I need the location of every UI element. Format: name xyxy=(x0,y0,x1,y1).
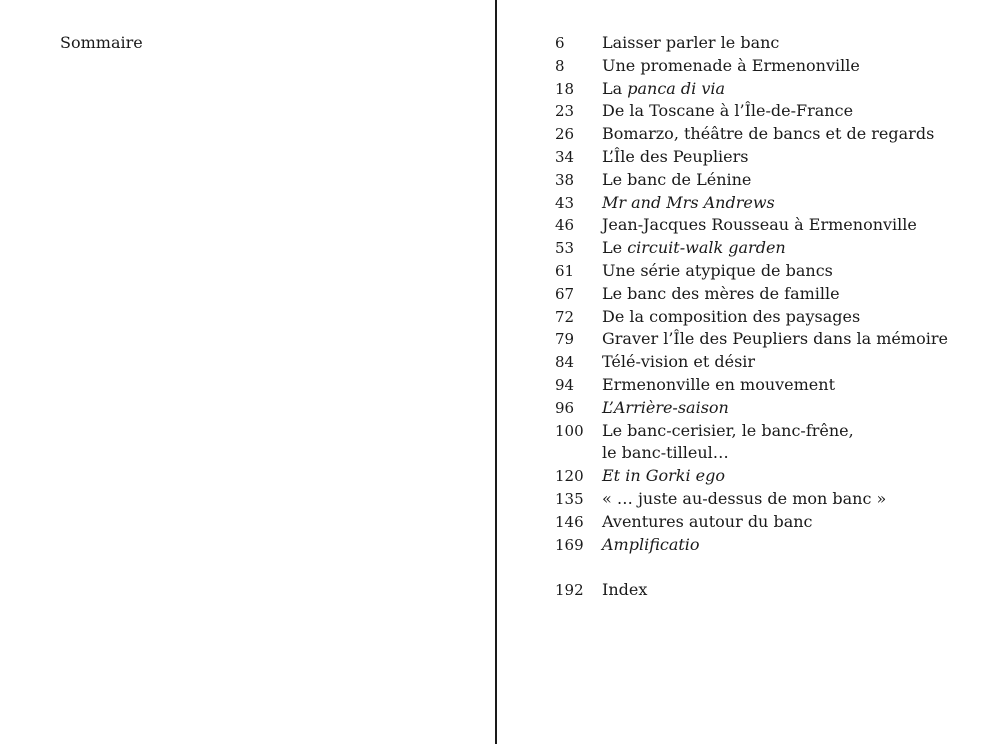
toc-entry xyxy=(555,100,985,123)
toc-entry-title xyxy=(602,260,985,283)
toc-entry-title xyxy=(602,579,985,602)
toc-title-segment: Le banc-cerisier, le banc-frêne, le banc-tilleul… xyxy=(602,420,854,463)
toc-title-italic-segment: Amplificatio xyxy=(602,534,700,554)
toc-page-number: 169 xyxy=(555,535,584,554)
toc-entry-title xyxy=(602,192,985,215)
toc-page-number: 38 xyxy=(555,170,575,189)
toc-title-segment: Une promenade à Ermenonville xyxy=(602,55,860,75)
toc-title-segment: Le banc de Lénine xyxy=(602,169,752,189)
toc-entry-title xyxy=(602,237,985,260)
toc-entry xyxy=(555,123,985,146)
toc-entry xyxy=(555,260,985,283)
toc-entry-title xyxy=(602,32,985,55)
toc-title-italic-segment: Mr and Mrs Andrews xyxy=(602,192,775,212)
toc-title-segment: La xyxy=(602,78,628,98)
toc-title-segment: Aventures autour du banc xyxy=(602,511,813,531)
toc-entry xyxy=(555,169,985,192)
toc-entry xyxy=(555,237,985,260)
toc-entry xyxy=(555,283,985,306)
toc-page-number: 84 xyxy=(555,353,575,372)
toc-entry-title xyxy=(602,374,985,397)
table-of-contents xyxy=(555,32,985,602)
toc-page-number: 135 xyxy=(555,489,584,508)
toc-title-segment: Laisser parler le banc xyxy=(602,33,780,52)
toc-title-italic-segment: circuit-walk garden xyxy=(627,238,786,258)
toc-page-number: 67 xyxy=(555,284,575,303)
toc-page-number: 34 xyxy=(555,147,575,166)
toc-entry xyxy=(555,511,985,534)
toc-entry-title xyxy=(602,465,985,488)
toc-page-number: 100 xyxy=(555,421,584,440)
toc-entry xyxy=(555,78,985,101)
toc-entry-title xyxy=(602,420,985,466)
toc-entry-title xyxy=(602,100,985,123)
toc-page-number: 43 xyxy=(555,193,575,212)
toc-entry-title xyxy=(602,351,985,374)
toc-entry xyxy=(555,214,985,237)
toc-title-segment: Graver l’Île des Peupliers dans la mémoire xyxy=(602,329,948,349)
toc-page-number: 94 xyxy=(555,375,575,394)
toc-entry xyxy=(555,306,985,329)
toc-page-number: 192 xyxy=(555,581,584,600)
toc-entry xyxy=(555,351,985,374)
toc-page-number: 96 xyxy=(555,398,575,417)
toc-entry-title xyxy=(602,214,985,237)
toc-title-segment: Index xyxy=(602,580,648,600)
toc-entry-title xyxy=(602,283,985,306)
toc-entry-title xyxy=(602,306,985,329)
toc-title-italic-segment: L’Arrière-saison xyxy=(602,397,729,417)
left-page xyxy=(0,0,495,744)
toc-entry-title xyxy=(602,328,985,351)
toc-entry-title xyxy=(602,488,985,511)
toc-title-segment: « … juste au-dessus de mon banc » xyxy=(602,488,887,508)
toc-page-number: 79 xyxy=(555,330,575,349)
toc-page-number: 72 xyxy=(555,307,575,326)
toc-page-number: 53 xyxy=(555,239,575,258)
toc-title-italic-segment: Et in Gorki ego xyxy=(602,466,726,486)
toc-entry xyxy=(555,397,985,420)
toc-entry xyxy=(555,328,985,351)
toc-page-number: 8 xyxy=(555,56,565,75)
toc-title-segment: Jean-Jacques Rousseau à Ermenonville xyxy=(602,215,917,235)
toc-title-segment: Bomarzo, théâtre de bancs et de regards xyxy=(602,124,935,144)
toc-entry-title xyxy=(602,169,985,192)
toc-title-segment: De la composition des paysages xyxy=(602,306,861,326)
toc-entry xyxy=(555,420,985,466)
page-title: Sommaire xyxy=(60,33,143,52)
toc-title-segment: De la Toscane à l’Île-de-France xyxy=(602,101,854,121)
toc-entry xyxy=(555,465,985,488)
toc-entry xyxy=(555,192,985,215)
toc-title-italic-segment: panca di via xyxy=(627,78,726,98)
toc-page-number: 120 xyxy=(555,467,584,486)
toc-entry-title xyxy=(602,146,985,169)
toc-title-segment: Télé-vision et désir xyxy=(602,352,756,372)
toc-entry-title xyxy=(602,511,985,534)
toc-title-segment: L’Île des Peupliers xyxy=(602,146,749,166)
toc-page-number: 146 xyxy=(555,512,584,531)
toc-page-number: 18 xyxy=(555,79,575,98)
toc-entry xyxy=(555,374,985,397)
toc-page-number: 61 xyxy=(555,261,575,280)
toc-entry-title xyxy=(602,397,985,420)
toc-title-segment: Le banc des mères de famille xyxy=(602,283,840,303)
toc-page-number: 46 xyxy=(555,216,575,235)
toc-entry xyxy=(555,579,985,602)
right-page xyxy=(497,0,992,744)
toc-entry-title xyxy=(602,78,985,101)
toc-page-number: 23 xyxy=(555,102,575,121)
toc-title-segment: Le xyxy=(602,238,628,258)
toc-entry xyxy=(555,534,985,557)
toc-entry xyxy=(555,55,985,78)
toc-page-number: 26 xyxy=(555,125,575,144)
toc-title-segment: Une série atypique de bancs xyxy=(602,260,833,280)
toc-entry xyxy=(555,146,985,169)
toc-entry-title xyxy=(602,55,985,78)
toc-page-number: 6 xyxy=(555,34,565,52)
toc-entry xyxy=(555,488,985,511)
toc-entry xyxy=(555,32,985,55)
toc-entry-title xyxy=(602,534,985,557)
toc-title-segment: Ermenonville en mouvement xyxy=(602,374,836,394)
toc-entry-title xyxy=(602,123,985,146)
